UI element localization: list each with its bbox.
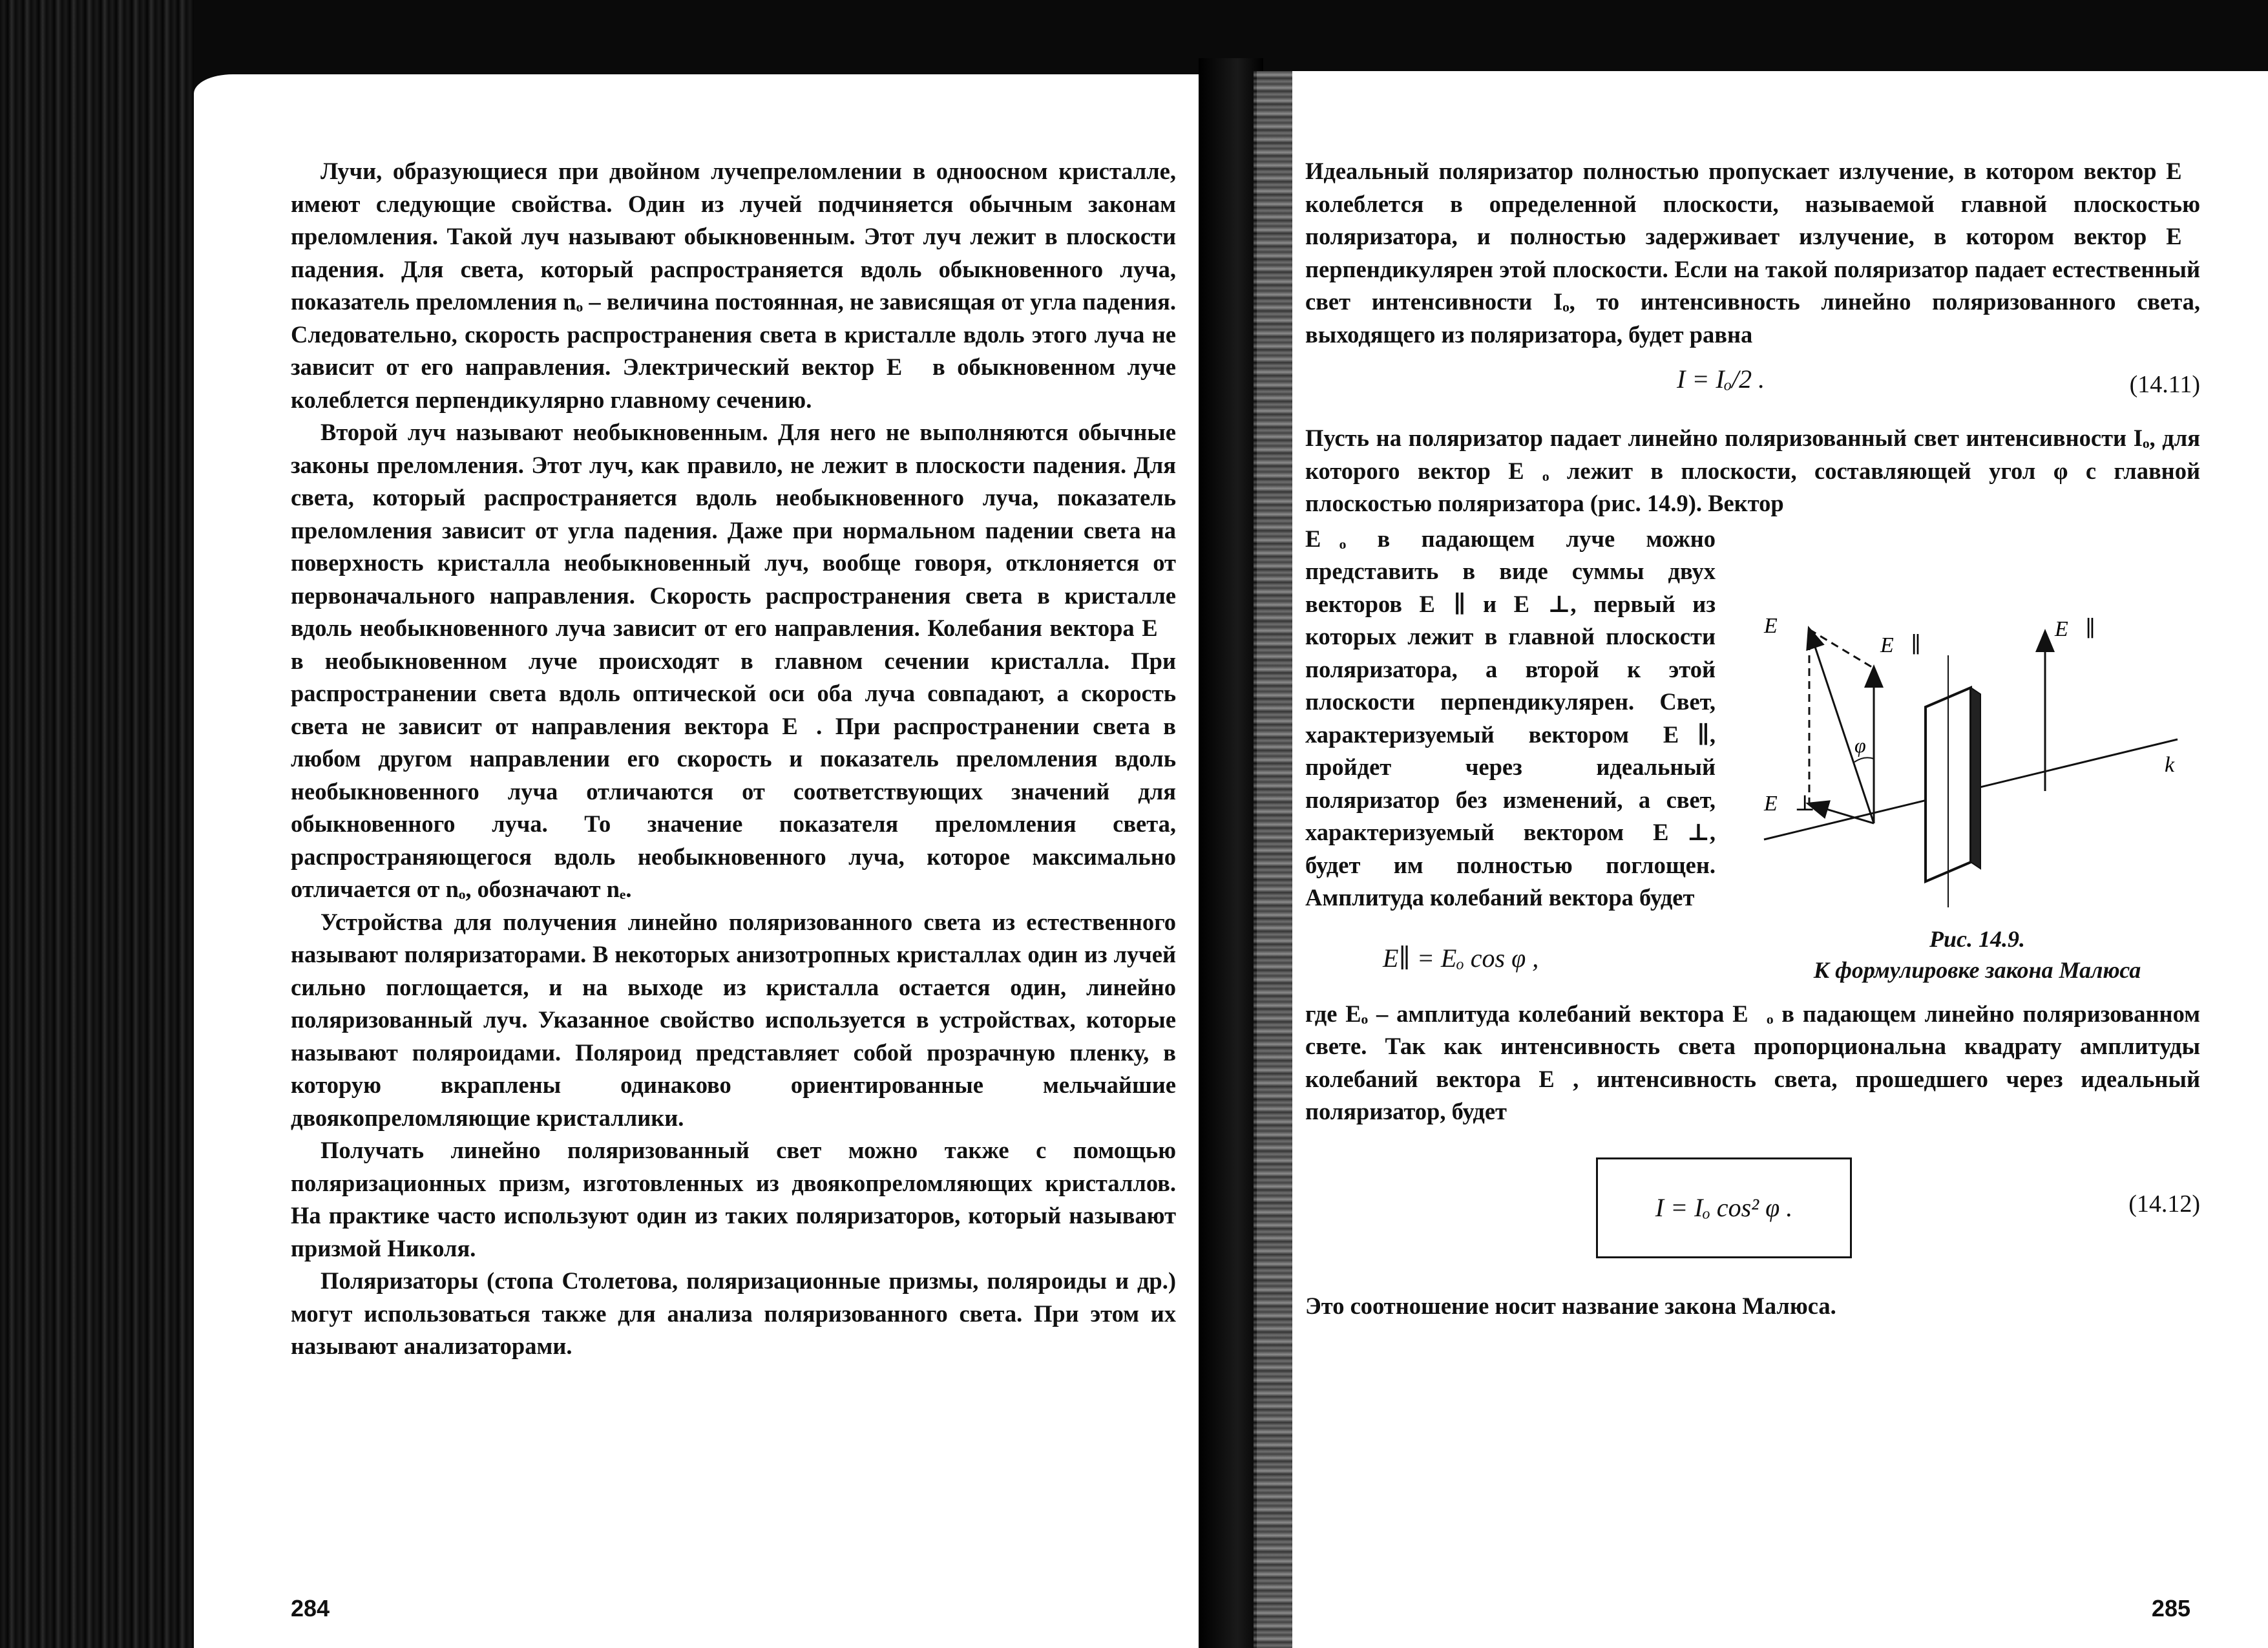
paragraph: где Eₒ – амплитуда колебаний вектора E⃗ₒ в падающем линейно поляризованном свете. Так как интенсивность света пропорциональна квадрату амплитуды колебаний вектора E⃗, интенсивность света, прошедшего через идеальный поляризатор, будет bbox=[1305, 1000, 2200, 1125]
paragraph: Устройства для получения линейно поляризованного света из естественного называют поляризаторами. В некоторых анизотропных кристаллах один из лучей сильно поглощается, и на выходе из кристалла остается один, линейно поляризованный луч. Указанное свойство используется в устройствах, которые называют поляроидами. Поляроид представляет собой прозрачную пленку, в которую вкраплены одинаково ориентированные мельчайшие двоякопреломляющие кристаллики. bbox=[291, 908, 1176, 1131]
malus-law-box: I = Iₒ cos² φ . bbox=[1596, 1157, 1852, 1258]
label-e-par-transmitted: E⃗∥ bbox=[2055, 617, 2095, 641]
label-e-par: E⃗∥ bbox=[1880, 633, 1921, 657]
angle-arc bbox=[1854, 757, 1874, 762]
wrapped-text bbox=[1305, 523, 1716, 914]
equation-number: (14.11) bbox=[2129, 371, 2200, 398]
figure-caption bbox=[1751, 924, 2203, 986]
equation-expression: I = Iₒ/2 . bbox=[1677, 364, 1765, 394]
polarizer-edge bbox=[1971, 688, 1980, 869]
vector-e-arrow bbox=[1809, 629, 1874, 823]
component-dash bbox=[1809, 629, 1874, 668]
left-page-body bbox=[291, 155, 1176, 1363]
paragraph: Получать линейно поляризованный свет можно также с помощью поляризационных призм, изготовленных из двоякопреломляющих кристаллов. На практике часто используют один из таких поляризаторов, который называют призмой Николя. bbox=[291, 1137, 1176, 1262]
scan-gutter-artifact bbox=[1254, 71, 1292, 1648]
figure-14-9 bbox=[1751, 604, 2203, 966]
page-number: 284 bbox=[291, 1595, 330, 1622]
paragraph: Второй луч называют необыкновенным. Для него не выполняются обычные законы преломления. Этот луч, как правило, не лежит в плоскости падения. Для света, который распространяется вдоль необыкновенного луча, показатель преломления зависит от угла падения. Даже при нормальном падении света на поверхность кристалла необыкновенный луч, вообще говоря, отклоняется от первоначального направления. Скорость распространения света в кристалле вдоль необыкновенного луча зависит от его направления. Колебания вектора E⃗ в необыкновенном луче происходят в главном сечении кристалла. При распространении света вдоль оптической оси оба луча совпадают, а скорость света не зависит от направления вектора E⃗. При распространении света в любом другом направлении его скорость и показатель преломления вдоль необыкновенного луча отличаются от соответствующих значений для обыкновенного луча. То значение показателя преломления света, распространяющегося вдоль необыкновенного луча, которое максимально отличается от nₒ, обозначают nₑ. bbox=[291, 419, 1176, 902]
equation-14-12 bbox=[1305, 1141, 2200, 1290]
paragraph: Идеальный поляризатор полностью пропускает излучение, в котором вектор E⃗ колеблется в определенной плоскости, называемой главной плоскостью поляризатора, и полностью задерживает излучение, в котором вектор E⃗ перпендикулярен этой плоскости. Если на такой поляризатор падает естественный свет интенсивности Iₒ, то интенсивность линейно поляризованного света, выходящего из поляризатора, будет равна bbox=[1305, 158, 2200, 348]
label-phi: φ bbox=[1854, 733, 1866, 757]
paragraph: Пусть на поляризатор падает линейно поляризованный свет интенсивности Iₒ, для которого вектор E⃗ₒ лежит в плоскости, составляющей угол φ с главной плоскостью поляризатора (рис. 14.9). Вектор bbox=[1305, 425, 2200, 516]
right-page bbox=[1257, 71, 2268, 1648]
figure-wrap-block bbox=[1305, 523, 2200, 998]
right-page-body bbox=[1305, 155, 2200, 1322]
scan-shadow-left bbox=[0, 0, 194, 1648]
label-k: k⃗ bbox=[2165, 752, 2192, 777]
equation-14-11 bbox=[1305, 351, 2200, 422]
paragraph: Лучи, образующиеся при двойном лучепреломлении в одноосном кристалле, имеют следующие свойства. Один из лучей подчиняется обычным законам преломления. Такой луч называют обыкновенным. Этот луч лежит в плоскости падения. Для света, который распространяется вдоль обыкновенного луча, показатель преломления nₒ – величина постоянная, не зависящая от угла падения. Следовательно, скорость распространения света в кристалле вдоль этого луча не зависит от его направления. Электрический вектор E⃗ в обыкновенном луче колеблется перпендикулярно главному сечению. bbox=[291, 158, 1176, 413]
caption-title: К формулировке закона Малюса bbox=[1813, 956, 2141, 983]
equation-e-par: E∥ = Eₒ cos φ , bbox=[1383, 943, 1539, 973]
label-e-perp: E⃗⊥ bbox=[1764, 791, 1816, 816]
paragraph: Это соотношение носит название закона Малюса. bbox=[1305, 1292, 1836, 1319]
paragraph: E⃗ₒ в падающем луче можно представить в виде суммы двух векторов E⃗∥ и E⃗⊥, первый из которых лежит в главной плоскости поляризатора, а второй к этой плоскости перпендикулярен. Свет, характеризуемый вектором E⃗∥, пройдет через идеальный поляризатор без изменений, а свет, характеризуемый вектором E⃗⊥, будет им полностью поглощен. Амплитуда колебаний вектора будет bbox=[1305, 525, 1716, 911]
page-number: 285 bbox=[2151, 1595, 2190, 1622]
label-e: E⃗ bbox=[1764, 613, 1795, 638]
equation-number: (14.12) bbox=[2128, 1190, 2200, 1218]
caption-number: Рис. 14.9. bbox=[1929, 925, 2025, 952]
left-page bbox=[194, 74, 1202, 1648]
paragraph: Поляризаторы (стопа Столетова, поляризационные призмы, поляроиды и др.) могут использоваться также для анализа поляризованного света. При этом их называют анализаторами. bbox=[291, 1267, 1176, 1359]
